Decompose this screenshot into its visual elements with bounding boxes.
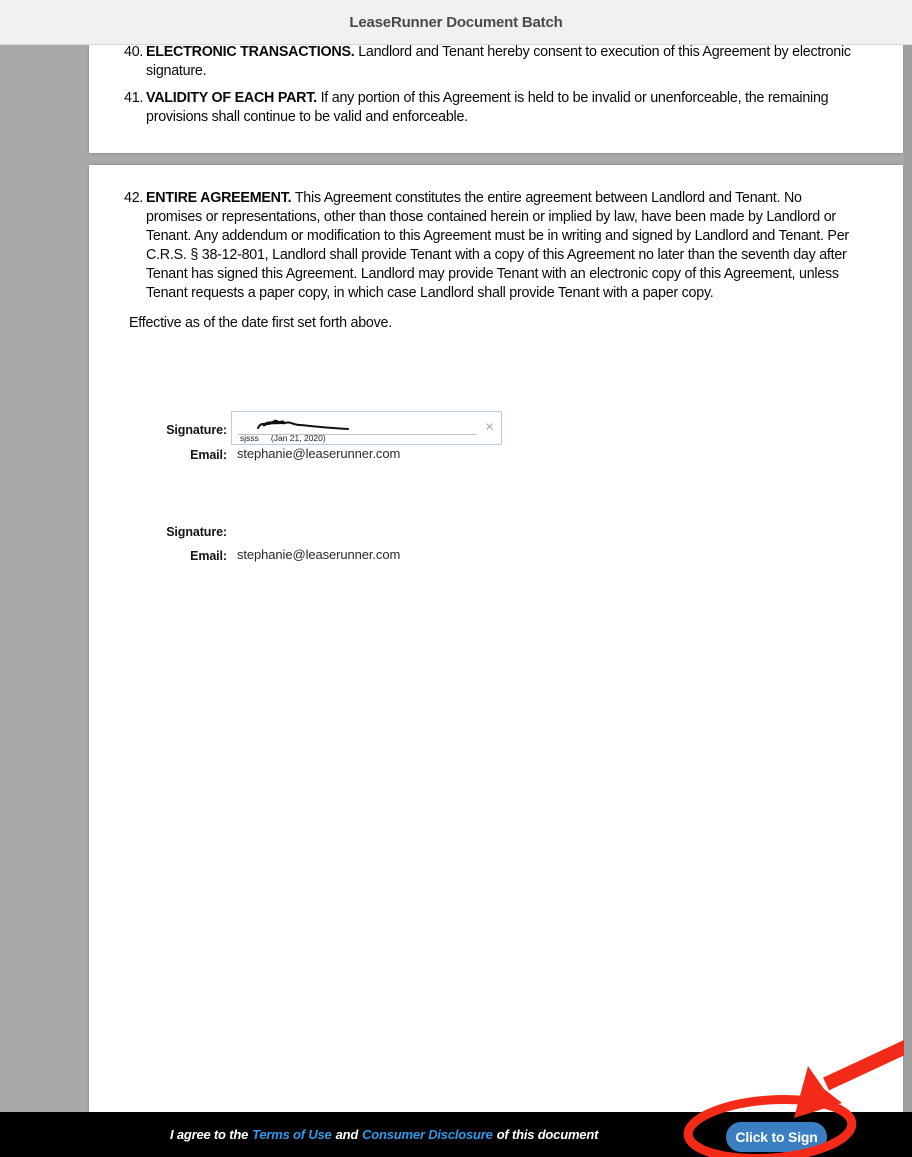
email-label-2: Email:	[190, 549, 227, 563]
clause-heading: VALIDITY OF EACH PART.	[146, 90, 317, 106]
terms-of-use-link[interactable]: Terms of Use	[252, 1127, 332, 1142]
clause-body: If any portion of this Agreement is held to be invalid or unenforceable, the remaining provisions shall continue to be valid and enforceable.	[146, 90, 829, 125]
signature-subtext	[240, 433, 326, 443]
clause-heading: ELECTRONIC TRANSACTIONS.	[146, 45, 355, 60]
clause-heading: ENTIRE AGREEMENT.	[146, 190, 292, 206]
title-bar	[0, 0, 912, 45]
agree-suffix: of this document	[496, 1127, 599, 1142]
clause-number: 41.	[124, 90, 144, 106]
clause-41	[89, 89, 903, 127]
email-value-1: stephanie@leaserunner.com	[237, 446, 401, 461]
clause-42	[89, 189, 903, 303]
document-page-2	[89, 165, 903, 1112]
click-to-sign-button[interactable]: Click to Sign	[726, 1122, 827, 1152]
consumer-disclosure-link[interactable]: Consumer Disclosure	[362, 1127, 493, 1142]
scrollbar-track[interactable]	[904, 45, 912, 1112]
clause-number: 42.	[124, 190, 144, 206]
signature-label-2: Signature:	[166, 525, 227, 539]
clause-40	[89, 45, 903, 81]
agree-middle: and	[335, 1127, 359, 1142]
page-title: LeaseRunner Document Batch	[349, 13, 563, 31]
clause-body: This Agreement constitutes the entire agreement between Landlord and Tenant. No promises or representations, other than those contained herein or implied by law, have been made by Landlord or Tenant. Any addendum or modification to this Agreement must be in writing and signed by Landlord and Tenant. Per C.R.S. § 38-12-801, Landlord shall provide Tenant with a copy of this Agreement no later than the seventh day after Tenant has signed this Agreement. Landlord may provide Tenant with an electronic copy of this Agreement, unless Tenant requests a paper copy, in which case Landlord shall provide Tenant with a paper copy.	[146, 190, 849, 301]
signed-date: (Jan 21, 2020)	[270, 433, 326, 443]
signer-initials: sjsss	[240, 433, 259, 443]
signature-field-1[interactable]	[231, 411, 502, 445]
clause-body: Landlord and Tenant hereby consent to execution of this Agreement by electronic signature.	[146, 45, 851, 79]
signature-scribble	[252, 416, 367, 434]
clear-signature-icon[interactable]: ×	[485, 418, 494, 436]
agree-prefix: I agree to the	[170, 1127, 249, 1142]
email-label-1: Email:	[190, 448, 227, 462]
document-page-1	[89, 45, 903, 153]
email-value-2: stephanie@leaserunner.com	[237, 547, 401, 562]
signature-label-1: Signature:	[166, 423, 227, 437]
effective-date-line: Effective as of the date first set forth above.	[129, 315, 392, 331]
agree-statement	[170, 1112, 598, 1157]
clause-number: 40.	[124, 45, 144, 60]
